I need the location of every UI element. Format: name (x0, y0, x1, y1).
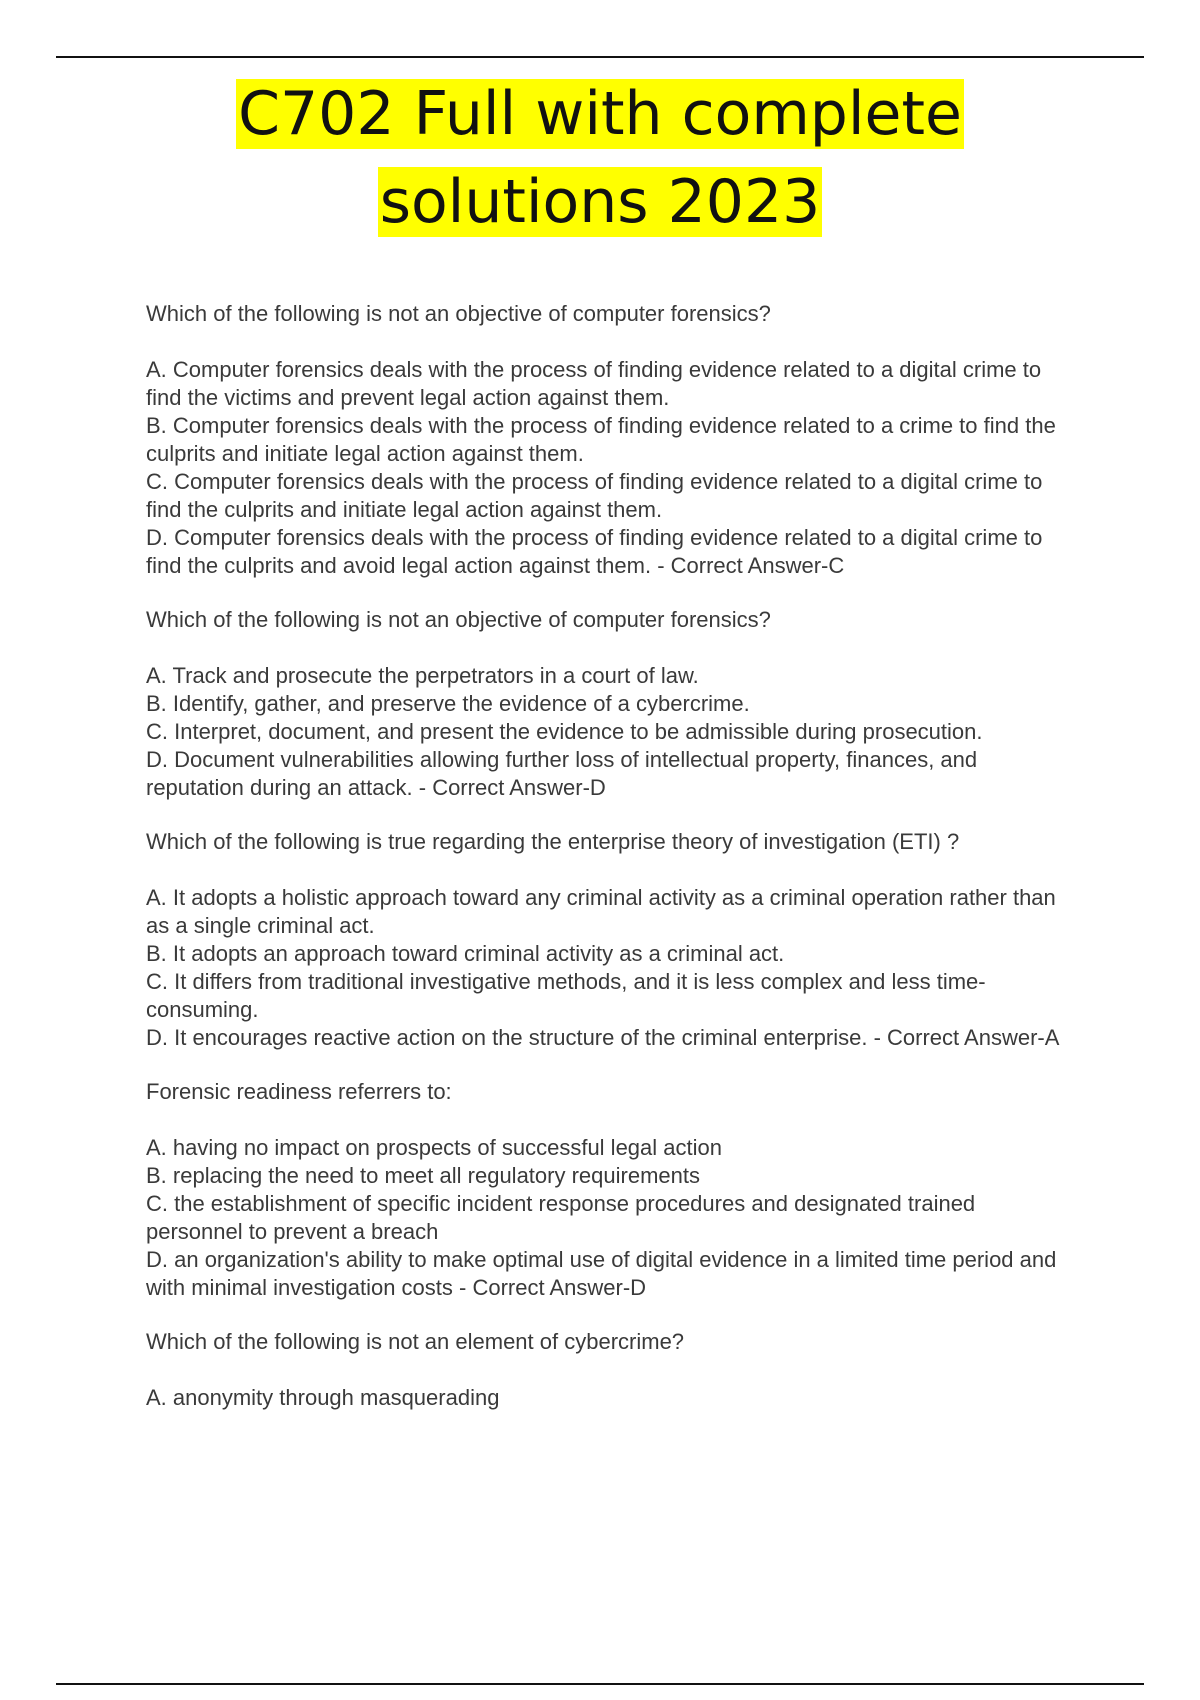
option-d-text: D. Computer forensics deals with the process of finding evidence related to a digital crime to find the culprits and avoid legal action against them. (146, 525, 1043, 578)
option-a: A. Track and prosecute the perpetrators in a court of law. (146, 663, 699, 688)
option-d (146, 1246, 1076, 1302)
document-title (0, 70, 1200, 246)
option-d (146, 746, 1076, 802)
option-b: B. Identify, gather, and preserve the evidence of a cybercrime. (146, 691, 750, 716)
correct-answer: - Correct Answer-A (867, 1025, 1059, 1050)
option-b: B. It adopts an approach toward criminal activity as a criminal act. (146, 941, 785, 966)
option-c: C. It differs from traditional investigative methods, and it is less complex and less time-consuming. (146, 969, 986, 1022)
option-d (146, 1024, 1076, 1052)
question-text: Which of the following is not an objective of computer forensics? (146, 301, 771, 326)
correct-answer: - Correct Answer-D (413, 775, 606, 800)
question-block-5 (146, 1328, 1076, 1412)
option-b: B. replacing the need to meet all regulatory requirements (146, 1163, 700, 1188)
option-c: C. Computer forensics deals with the process of finding evidence related to a digital crime to find the culprits and initiate legal action against them. (146, 469, 1043, 522)
option-a: A. Computer forensics deals with the process of finding evidence related to a digital crime to find the victims and prevent legal action against them. (146, 357, 1042, 410)
option-d-text: D. Document vulnerabilities allowing further loss of intellectual property, finances, and reputation during an attack. (146, 747, 978, 800)
question-list (146, 300, 1076, 1438)
option-a: A. It adopts a holistic approach toward any criminal activity as a criminal operation rather than as a single criminal act. (146, 885, 1056, 938)
question-text: Forensic readiness referrers to: (146, 1079, 452, 1104)
correct-answer: - Correct Answer-D (453, 1275, 646, 1300)
option-c: C. Interpret, document, and present the evidence to be admissible during prosecution. (146, 719, 983, 744)
option-c: C. the establishment of specific incident response procedures and designated trained personnel to prevent a breach (146, 1191, 976, 1244)
title-line-1: C702 Full with complete (238, 79, 962, 149)
question-block-2 (146, 606, 1076, 802)
option-d (146, 524, 1076, 580)
title-line-2: solutions 2023 (379, 167, 821, 237)
question-text: Which of the following is true regarding the enterprise theory of investigation (ETI) ? (146, 829, 960, 854)
option-a: A. anonymity through masquerading (146, 1385, 500, 1410)
question-text: Which of the following is not an objective of computer forensics? (146, 607, 771, 632)
question-block-1 (146, 300, 1076, 580)
option-b: B. Computer forensics deals with the process of finding evidence related to a crime to find the culprits and initiate legal action against them. (146, 413, 1056, 466)
question-block-3 (146, 828, 1076, 1052)
top-rule (56, 56, 1144, 58)
option-d-text: D. an organization's ability to make optimal use of digital evidence in a limited time period and with minimal investigation costs (146, 1247, 1057, 1300)
question-text: Which of the following is not an element of cybercrime? (146, 1329, 685, 1354)
question-block-4 (146, 1078, 1076, 1302)
bottom-rule (56, 1683, 1144, 1685)
option-a: A. having no impact on prospects of successful legal action (146, 1135, 722, 1160)
correct-answer: - Correct Answer-C (651, 553, 844, 578)
option-d-text: D. It encourages reactive action on the structure of the criminal enterprise. (146, 1025, 868, 1050)
